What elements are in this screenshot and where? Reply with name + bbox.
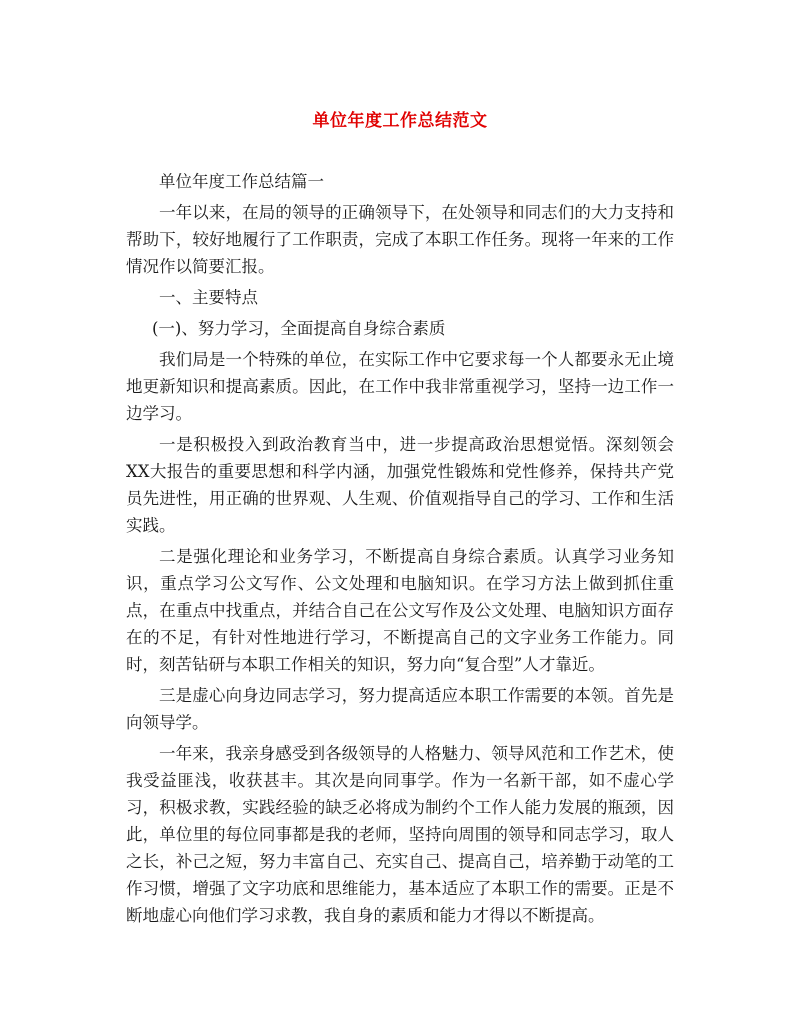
paragraph: 一年来，我亲身感受到各级领导的人格魅力、领导风范和工作艺术，使我受益匪浅，收获甚丰。其次是向同事学。作为一名新干部，如不虚心学习，积极求教，实践经验的缺乏必将成为制约个工作人能力发展的瓶颈，因此，单位里的每位同事都是我的老师，坚持向周围的领导和同志学习，取人之长，补己之短，努力丰富自己、充实自己、提高自己，培养勤于动笔的工作习惯，增强了文字功底和思维能力，基本适应了本职工作的需要。正是不断地虚心向他们学习求教，我自身的素质和能力才得以不断提高。 — [126, 744, 674, 925]
subsection-heading: (一)、努力学习，全面提高自身综合素质 — [152, 319, 446, 338]
section-heading: 一、主要特点 — [159, 288, 258, 307]
section-heading: 单位年度工作总结篇一 — [159, 172, 324, 191]
document-title: 单位年度工作总结范文 — [312, 111, 488, 131]
paragraph: 三是虚心向身边同志学习，努力提高适应本职工作需要的本领。首先是向领导学。 — [126, 686, 674, 732]
paragraph: 我们局是一个特殊的单位，在实际工作中它要求每一个人都要永无止境地更新知识和提高素质。因此，在工作中我非常重视学习，坚持一边工作一边学习。 — [126, 350, 674, 423]
paragraph: 二是强化理论和业务学习，不断提高自身综合素质。认真学习业务知识，重点学习公文写作、公文处理和电脑知识。在学习方法上做到抓住重点，在重点中找重点，并结合自己在公文写作及公文处理、电脑知识方面存在的不足，有针对性地进行学习，不断提高自己的文字业务工作能力。同时，刻苦钻研与本职工作相关的知识，努力向“复合型”人才靠近。 — [126, 547, 674, 674]
paragraph: 一是积极投入到政治教育当中，进一步提高政治思想觉悟。深刻领会XX大报告的重要思想和科学内涵，加强党性锻炼和党性修养，保持共产党员先进性，用正确的世界观、人生观、价值观指导自己的学习、工作和生活实践。 — [126, 435, 674, 535]
paragraph: 一年以来，在局的领导的正确领导下，在处领导和同志们的大力支持和帮助下，较好地履行了工作职责，完成了本职工作任务。现将一年来的工作情况作以简要汇报。 — [126, 203, 674, 276]
document-body — [126, 168, 674, 933]
